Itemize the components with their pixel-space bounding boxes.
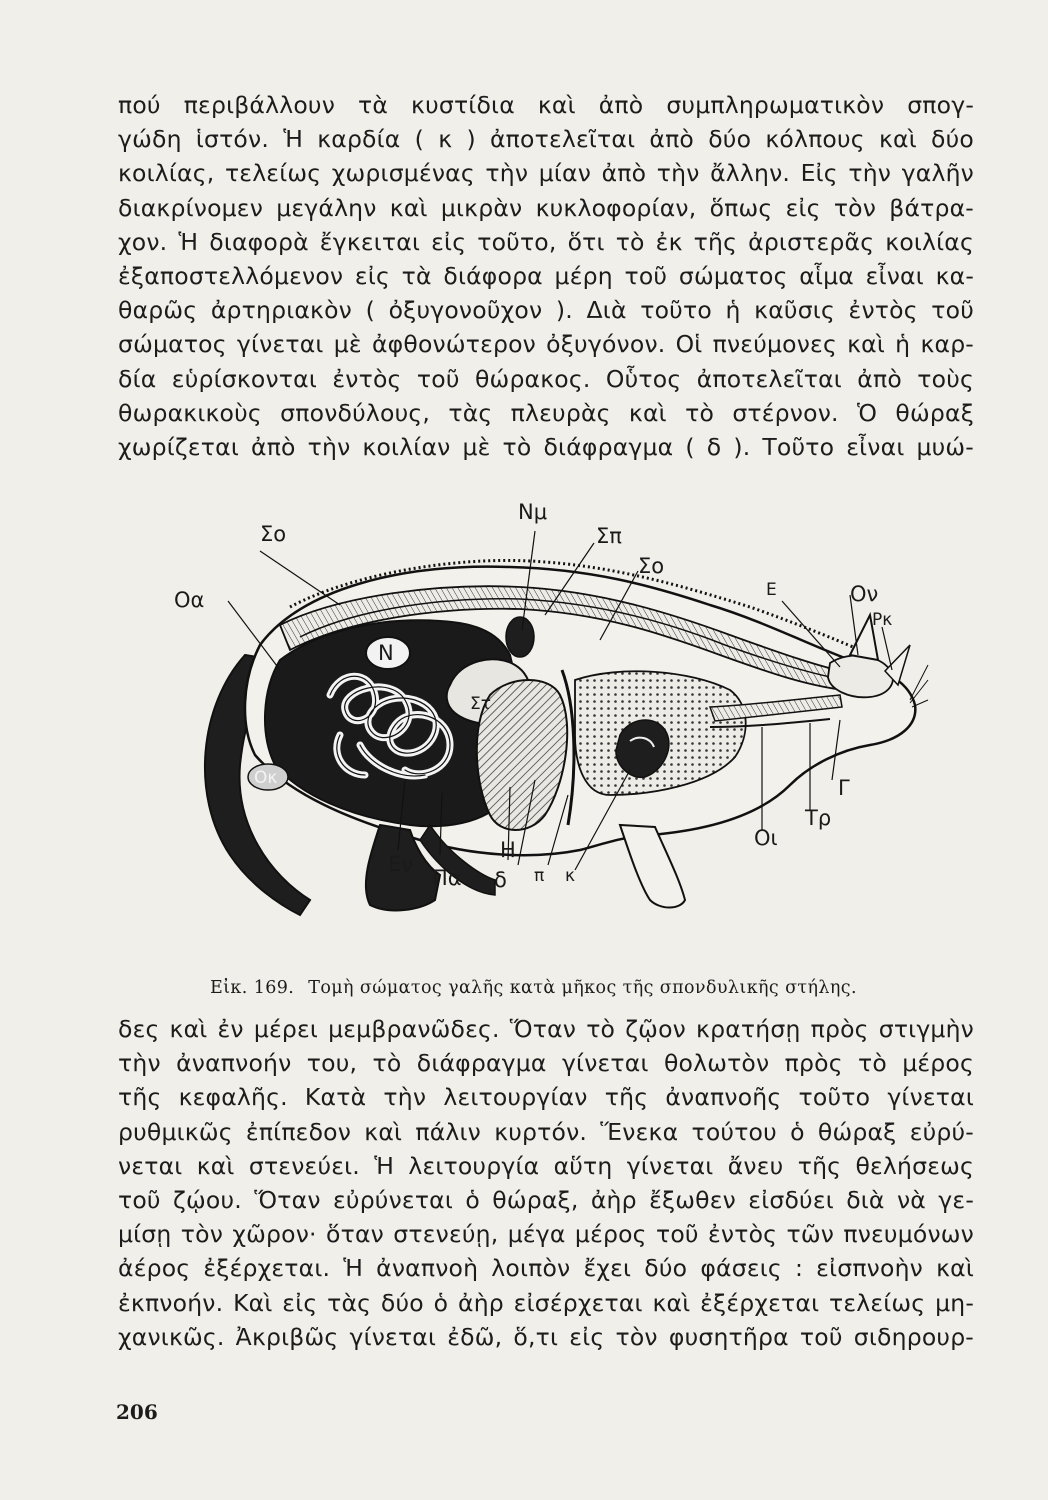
text-line: χον. Ἡ διαφορὰ ἔγκειται εἰς τοῦτο, ὅτι τὸ ἐκ τῆς ἀριστερᾶς κοιλίας: [118, 227, 974, 256]
text-line: τῆς κεφαλῆς. Κατὰ τὴν λειτουργίαν τῆς ἀναπνοῆς τοῦτο γίνεται: [118, 1083, 974, 1112]
paragraph-top: [118, 88, 974, 464]
caption-label: Εἰκ. 169.: [210, 978, 295, 998]
text-line: μίσῃ τὸν χῶρον· ὅταν στενεύῃ, μέγα μέρος τοῦ ἐντὸς τῶν πνευμόνων: [118, 1220, 974, 1249]
text-line: νεται καὶ στενεύει. Ἡ λειτουργία αὕτη γίνεται ἄνευ τῆς θελήσεως: [118, 1151, 974, 1180]
label-oi: Οι: [754, 826, 778, 850]
text-line: διακρίνομεν μεγάλην καὶ μικρὰν κυκλοφορίαν, ὅπως εἰς τὸν βάτρα-: [118, 193, 974, 222]
label-n: N: [378, 641, 394, 665]
text-line: θαρῶς ἀρτηριακὸν ( ὀξυγονοῦχον ). Διὰ τοῦτο ἡ καῦσις ἐντὸς τοῦ: [118, 296, 974, 325]
label-rk: Ρκ: [872, 610, 893, 630]
label-k: κ: [565, 866, 576, 886]
brain: [828, 656, 893, 698]
label-tr: Τρ: [805, 806, 832, 830]
text-line: δες καὶ ἐν μέρει μεμβρανῶδες. Ὅταν τὸ ζῷον κρατήσῃ πρὸς στιγμὴν: [118, 1015, 974, 1043]
text-line: τοῦ ζῴου. Ὅταν εὐρύνεται ὁ θώραξ, ἀὴρ ἔξωθεν εἰσδύει διὰ νὰ γε-: [118, 1186, 974, 1215]
text-line: πού περιβάλλουν τὰ κυστίδια καὶ ἀπὸ συμπληρωματικὸν σπογ-: [118, 91, 974, 119]
label-e: Ε: [766, 580, 777, 600]
label-nm: Nμ: [518, 500, 548, 524]
label-g: Γ: [838, 776, 850, 800]
text-line: ρυθμικῶς ἐπίπεδον καὶ πάλιν κυρτόν. Ἕνεκα τούτου ὁ θώραξ εὐρύ-: [118, 1117, 974, 1146]
paragraph-bottom: [118, 1012, 974, 1354]
page-number: 206: [116, 1400, 158, 1424]
front-leg: [620, 825, 685, 908]
label-pa: Πα: [432, 866, 462, 890]
label-so-right: Σο: [638, 554, 665, 578]
text-line: δία εὑρίσκονται ἐντὸς τοῦ θώρακος. Οὗτος ἀποτελεῖται ἀπὸ τοὺς: [118, 364, 974, 393]
text-line: σώματος γίνεται μὲ ἀφθονώτερον ὀξυγόνον. Οἱ πνεύμονες καὶ ἡ καρ-: [118, 330, 974, 359]
text-line: κοιλίας, τελείως χωρισμένας τὴν μίαν ἀπὸ τὴν ἄλλην. Εἰς τὴν γαλῆν: [118, 159, 974, 188]
text-line: θωρακικοὺς σπονδύλους, τὰς πλευρὰς καὶ τὸ στέρνον. Ὁ θώραξ: [118, 398, 974, 427]
label-so-left: Σο: [260, 522, 287, 546]
figure-caption: [210, 978, 857, 998]
label-en: Εν: [388, 852, 413, 876]
label-sp: Σπ: [596, 524, 622, 548]
label-p: π: [534, 866, 545, 886]
label-h: Η: [500, 838, 516, 862]
text-line: ἐξαποστελλόμενον εἰς τὰ διάφορα μέρη τοῦ σώματος αἷμα εἶναι κα-: [118, 262, 974, 291]
label-on: Ον: [850, 582, 879, 606]
text-line: τὴν ἀναπνοήν του, τὸ διάφραγμα γίνεται θολωτὸν πρὸς τὸ μέρος: [118, 1049, 974, 1078]
cat-anatomy-figure: [150, 495, 930, 975]
label-st: Στ: [470, 694, 491, 714]
text-line: γώδη ἱστόν. Ἡ καρδία ( κ ) ἀποτελεῖται ἀπὸ δύο κόλπους καὶ δύο: [118, 125, 974, 154]
text-line: ἐκπνοήν. Καὶ εἰς τὰς δύο ὁ ἀὴρ εἰσέρχεται καὶ ἐξέρχεται τελείως μη-: [118, 1288, 974, 1317]
label-d: δ: [494, 868, 507, 892]
text-line: ἀέρος ἐξέρχεται. Ἡ ἀναπνοὴ λοιπὸν ἔχει δύο φάσεις : εἰσπνοὴν καὶ: [118, 1254, 974, 1283]
text-line: χωρίζεται ἀπὸ τὴν κοιλίαν μὲ τὸ διάφραγμα ( δ ). Τοῦτο εἶναι μυώ-: [118, 433, 974, 462]
label-oa: Οα: [174, 588, 205, 612]
label-ok: Οκ: [254, 768, 278, 788]
spleen: [506, 617, 534, 657]
caption-text: Τομὴ σώματος γαλῆς κατὰ μῆκος τῆς σπονδυλικῆς στήλης.: [308, 978, 857, 998]
text-line: χανικῶς. Ἀκριβῶς γίνεται ἐδῶ, ὅ,τι εἰς τὸν φυσητῆρα τοῦ σιδηρουρ-: [118, 1322, 974, 1351]
